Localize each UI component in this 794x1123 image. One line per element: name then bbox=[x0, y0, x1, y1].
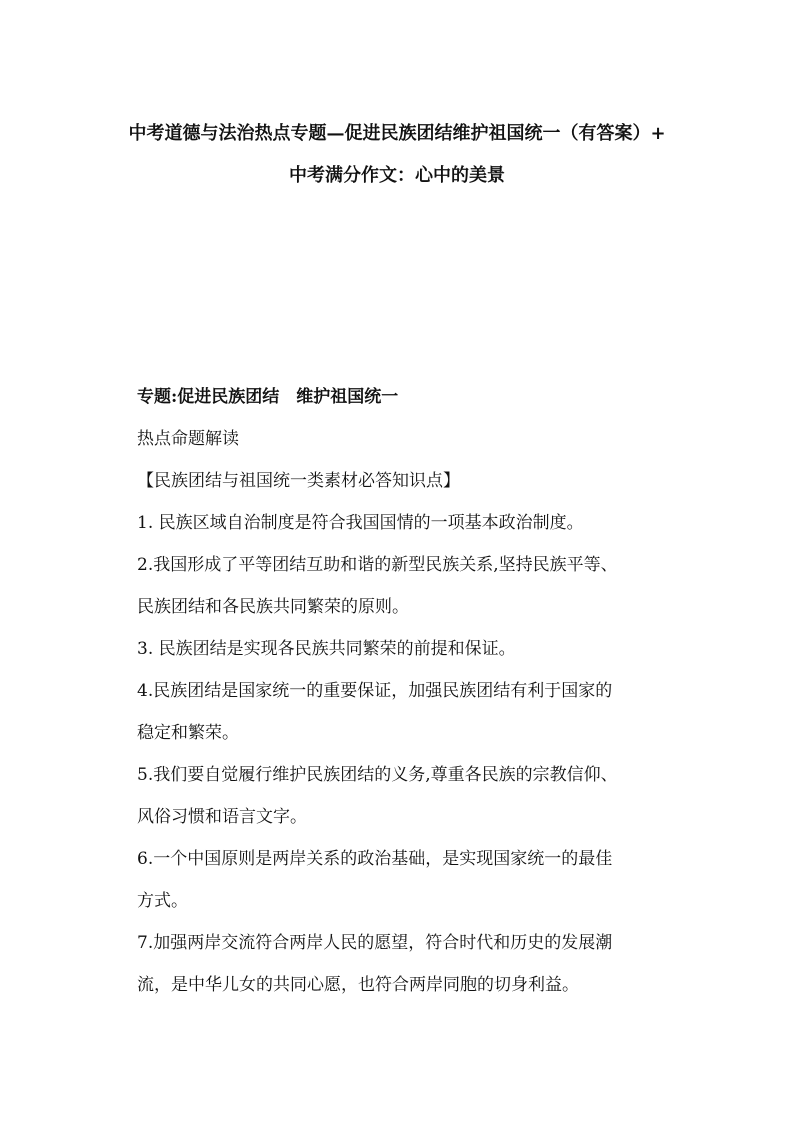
body-line: 2.我国形成了平等团结互助和谐的新型民族关系,坚持民族平等、 bbox=[137, 555, 618, 575]
body-line: 3. 民族团结是实现各民族共同繁荣的前提和保证。 bbox=[137, 639, 516, 659]
body-line: 稳定和繁荣。 bbox=[137, 723, 239, 743]
section-label: 热点命题解读 bbox=[137, 429, 239, 449]
topic-heading: 专题:促进民族团结 维护祖国统一 bbox=[137, 387, 399, 407]
document-body bbox=[137, 376, 677, 1006]
body-line: 6.一个中国原则是两岸关系的政治基础，是实现国家统一的最佳 bbox=[137, 849, 613, 869]
body-line: 方式。 bbox=[137, 891, 188, 911]
knowledge-header: 【民族团结与祖国统一类素材必答知识点】 bbox=[137, 471, 460, 491]
body-line: 4.民族团结是国家统一的重要保证，加强民族团结有利于国家的 bbox=[137, 681, 613, 701]
body-line: 风俗习惯和语言文字。 bbox=[137, 807, 307, 827]
document-title-line-1: 中考道德与法治热点专题—促进民族团结维护祖国统一（有答案）+ bbox=[128, 123, 666, 144]
document-title-line-2: 中考满分作文：心中的美景 bbox=[289, 165, 505, 186]
body-line: 民族团结和各民族共同繁荣的原则。 bbox=[137, 597, 409, 617]
body-line: 5.我们要自觉履行维护民族团结的义务,尊重各民族的宗教信仰、 bbox=[137, 765, 618, 785]
body-line: 流，是中华儿女的共同心愿，也符合两岸同胞的切身利益。 bbox=[137, 975, 579, 995]
body-line: 7.加强两岸交流符合两岸人民的愿望，符合时代和历史的发展潮 bbox=[137, 933, 613, 953]
body-line: 1. 民族区域自治制度是符合我国国情的一项基本政治制度。 bbox=[137, 513, 584, 533]
